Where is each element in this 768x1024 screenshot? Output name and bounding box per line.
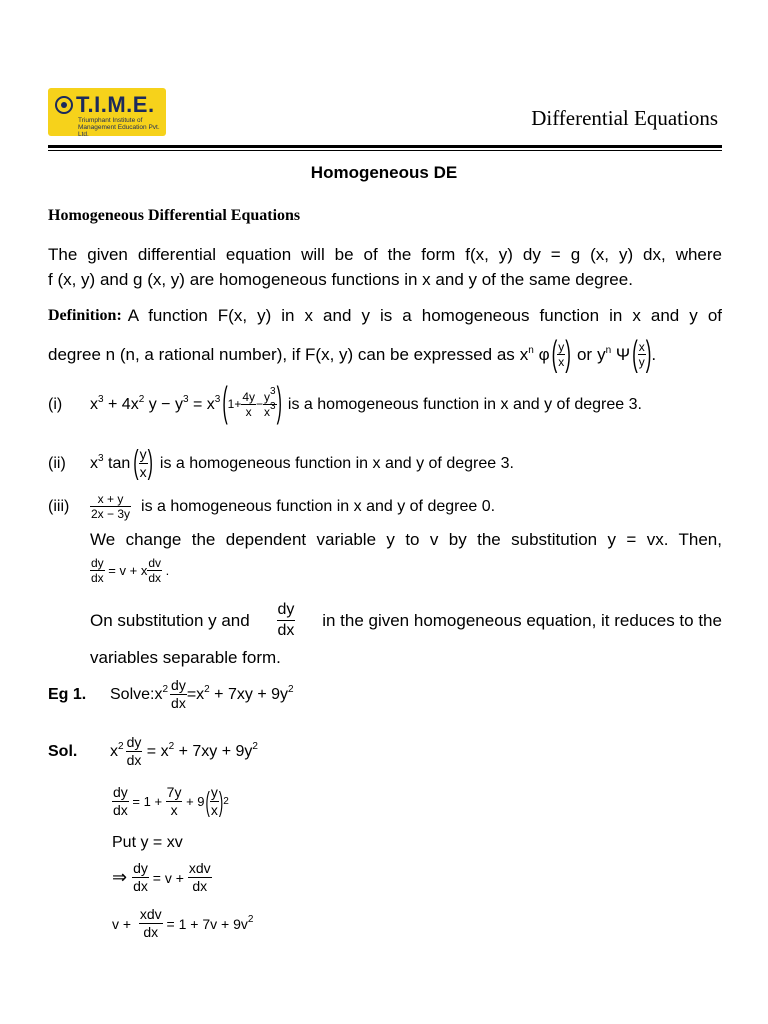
eg1-label: Eg 1. <box>48 686 87 703</box>
example-number: (iii) <box>48 498 70 515</box>
subst-text-b: in the given homogeneous equation, it reduces to the <box>322 610 722 630</box>
example-text: is a homogeneous function in x and y of degree 0. <box>141 498 496 515</box>
substitution-line: On substitution y and $\frac{dy}{dx}$ in the given homogeneous equation, it reduces to the <box>90 601 722 639</box>
subst-text-c: variables separable form. <box>90 648 281 667</box>
subheading: Homogeneous Differential Equations <box>48 207 301 224</box>
sol-label: Sol. <box>48 743 78 760</box>
example-ii: (ii) $x^3$ tan ( $\frac{y}{x}$ ) is a homogeneous function in x and y of degree 3. <box>48 445 514 482</box>
definition-line-1 <box>48 306 722 326</box>
example-i: (i) $x^3 + 4x^2$ $y - y^3 = x^3$ ( 1+ $\frac{4y}{x}$ − $\frac{y^3}{x^3}$ ) is a homogeneous function in x and y of degree 3. <box>48 382 642 427</box>
definition-line-2: degree n (n, a rational number), if F(x, y) can be expressed as $x^n$ φ ( $\frac{y}{x}$ ) or $y^n$ Ψ ( $\frac{x}{y}$ ) . <box>48 333 657 374</box>
time-logo <box>48 88 166 136</box>
sol-line-4: ⇒ $\frac{dy}{dx}$ = v + $\frac{\text{xdv}}{dx}$ <box>112 860 211 894</box>
definition-label: Definition: <box>48 307 122 324</box>
definition-text: A function F(x, y) in x and y is a homogeneous function in x and y of <box>127 306 722 325</box>
header-rule-thin <box>48 150 722 151</box>
or-word: or <box>576 344 593 364</box>
sol-line-5: v + $\frac{\text{xdv}}{dx}$ = $1 + 7v + 9v^2$ <box>112 906 254 940</box>
header-title: Differential Equations <box>531 106 718 130</box>
intro-line-2: f (x, y) and g (x, y) are homogeneous functions in x and y of the same degree. <box>48 270 633 289</box>
change-line: We change the dependent variable y to v by the substitution y = vx. Then, <box>90 530 722 549</box>
sol-line-2: $\frac{dy}{dx}$ = 1 + $\frac{7y}{x}$ + 9 ( $\frac{y}{x}$ ) 2 <box>113 784 229 818</box>
example-number: (ii) <box>48 455 66 472</box>
definition-text-2: degree n (n, a rational number), if F(x, y) can be expressed as <box>48 344 515 364</box>
section-title: Homogeneous DE <box>310 163 458 182</box>
sol-line-1: Sol. $x^2$ $\frac{dy}{dx}$ = $x^2 + 7xy + 9y^2$ <box>48 734 258 768</box>
put-line: Put y = xv <box>112 834 183 851</box>
example-text: is a homogeneous function in x and y of degree 3. <box>287 396 642 413</box>
example-iii: (iii) $\frac{x + y}{2x - 3y}$ is a homogeneous function in x and y of degree 0. <box>48 492 496 521</box>
subst-text-a: On substitution y and <box>90 610 250 630</box>
logo-subtitle: Triumphant Institute of Management Education Pvt. Ltd. <box>78 117 160 138</box>
header-rule-thick <box>48 145 722 148</box>
dy-dx-relation: $\frac{dy}{dx}$ = v + x $\frac{dv}{dx}$ . <box>91 556 170 585</box>
intro-line-1: The given differential equation will be of the form f(x, y) dy = g (x, y) dx, where <box>48 245 722 264</box>
example-number: (i) <box>48 396 63 413</box>
logo-emblem-icon <box>55 96 73 114</box>
eg1: Eg 1. Solve: $x^2$ $\frac{dy}{dx}$ $=x^2 + 7xy + 9y^2$ <box>48 677 294 711</box>
logo-brand: T.I.M.E. <box>76 92 155 117</box>
example-text: is a homogeneous function in x and y of degree 3. <box>159 455 514 472</box>
solve-label: Solve: <box>110 686 155 703</box>
